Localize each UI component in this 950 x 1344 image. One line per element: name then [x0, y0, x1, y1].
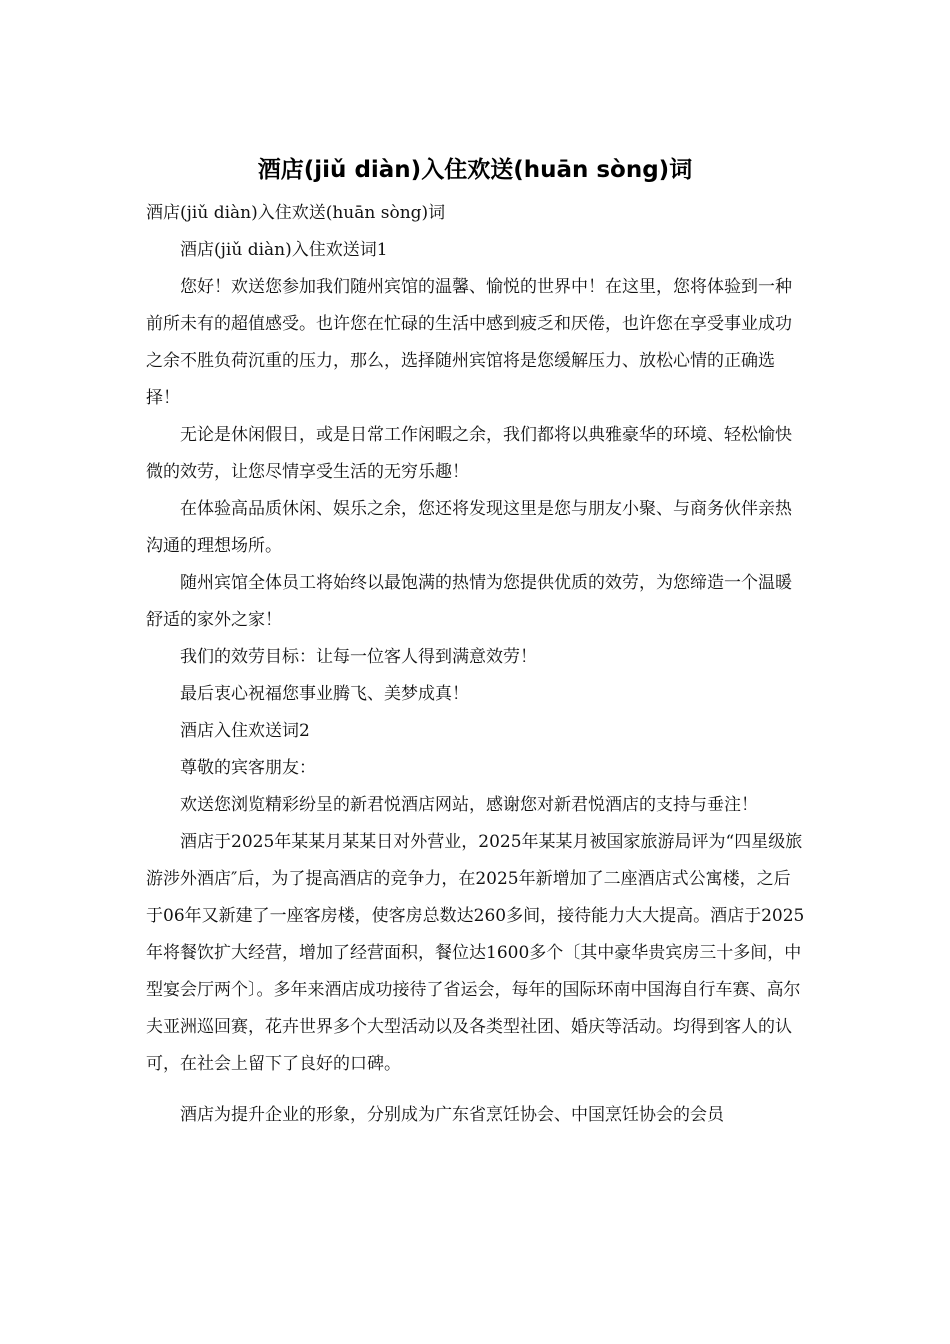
- greeting: 尊敬的宾客朋友：: [180, 758, 316, 778]
- paragraph: 在体验高品质休闲、娱乐之余，您还将发现这里是您与朋友小聚、与商务伙伴亲热沟通的理想场所。: [146, 499, 792, 556]
- paragraph: 酒店于2025年某某月某某日对外营业，2025年某某月被国家旅游局评为“四星级旅游涉外酒店″后，为了提高酒店的竞争力，在2025年新增加了二座酒店式公寓楼，之后于06年又新建了一座客房楼，使客房总数达260多间，接待能力大大提高。酒店于2025年将餐饮扩大经营，增加了经营面积，餐位达1600多个〔其中豪华贵宾房三十多间，中型宴会厅两个〕。多年来酒店成功接待了省运会，每年的国际环南中国海自行车赛、高尔夫亚洲巡回赛，花卉世界多个大型活动以及各类型社团、婚庆等活动。均得到客人的认可，在社会上留下了良好的口碑。: [146, 832, 805, 1074]
- paragraph: 无论是休闲假日，或是日常工作闲暇之余，我们都将以典雅豪华的环境、轻松愉快微的效劳，让您尽情享受生活的无穷乐趣！: [146, 425, 792, 482]
- paragraph: 我们的效劳目标：让每一位客人得到满意效劳！: [180, 647, 537, 667]
- document-body: [146, 195, 806, 1134]
- paragraph: 随州宾馆全体员工将始终以最饱满的热情为您提供优质的效劳，为您缔造一个温暖舒适的家外之家！: [146, 573, 792, 630]
- paragraph: 酒店为提升企业的形象，分别成为广东省烹饪协会、中国烹饪协会的会员: [180, 1105, 724, 1125]
- paragraph: 欢送您浏览精彩纷呈的新君悦酒店网站，感谢您对新君悦酒店的支持与垂注！: [180, 795, 758, 815]
- section-heading-1: 酒店(jiǔ diàn)入住欢送词1: [180, 240, 388, 260]
- paragraph: 最后衷心祝福您事业腾飞、美梦成真！: [180, 684, 469, 704]
- section-heading-2: 酒店入住欢送词2: [180, 721, 310, 741]
- subtitle-line: 酒店(jiǔ diàn)入住欢送(huān sòng)词: [146, 203, 446, 223]
- paragraph: 您好！欢送您参加我们随州宾馆的温馨、愉悦的世界中！在这里，您将体验到一种前所未有的超值感受。也许您在忙碌的生活中感到疲乏和厌倦，也许您在享受事业成功之余不胜负荷沉重的压力，那么，选择随州宾馆将是您缓解压力、放松心情的正确选择！: [146, 277, 792, 408]
- document-title: 酒店(jiǔ diàn)入住欢送(huān sòng)词: [257, 157, 693, 183]
